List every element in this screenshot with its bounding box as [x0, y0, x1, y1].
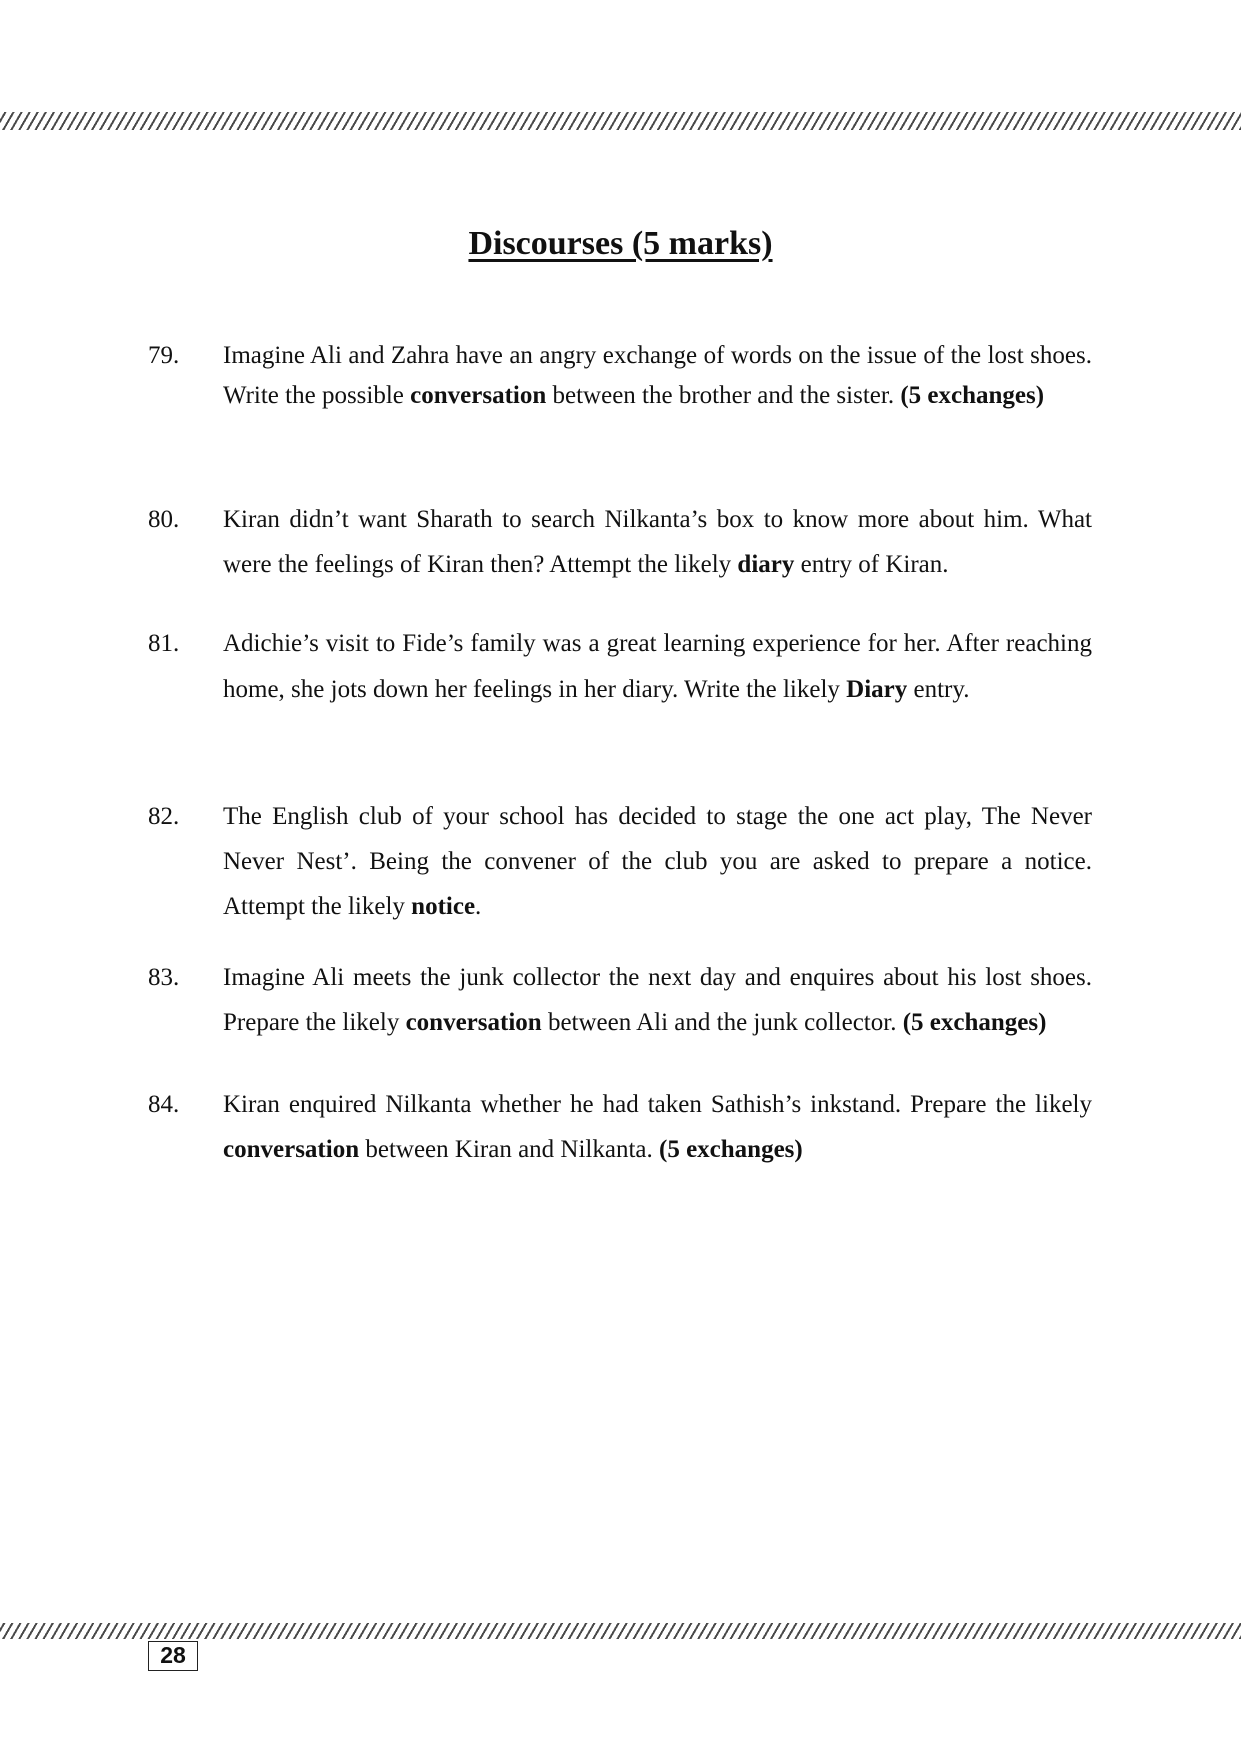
- question-number: 83.: [148, 964, 180, 991]
- question-text-part: Kiran didn’t want Sharath to search Nilkanta’s box to know more about him. What were the feelings of Kiran then? Attempt the likely: [223, 506, 1092, 578]
- question-text: [223, 794, 1092, 929]
- bottom-hatch-border: [0, 1623, 1241, 1639]
- question-text-bold: conversation: [223, 1136, 360, 1163]
- question-text: [223, 621, 1092, 713]
- question-text-bold: conversation: [410, 382, 547, 409]
- question-83: [148, 955, 1092, 1045]
- question-text-part: Imagine Ali meets the junk collector the next day and enquires about his lost shoes. Prepare the likely: [223, 964, 1092, 1036]
- page-title: [0, 222, 1241, 266]
- question-text-part: between the brother and the sister.: [546, 382, 901, 409]
- question-80: [148, 497, 1092, 587]
- question-text-part: entry.: [907, 676, 970, 703]
- question-text-bold: (5 exchanges): [902, 1009, 1047, 1036]
- question-84: [148, 1082, 1092, 1172]
- question-text: [223, 336, 1092, 416]
- question-text-bold: diary: [737, 551, 795, 578]
- question-text-bold: (5 exchanges): [900, 382, 1045, 409]
- question-text-bold: Diary: [846, 676, 908, 703]
- question-text-part: Kiran enquired Nilkanta whether he had taken Sathish’s inkstand. Prepare the likely: [223, 1091, 1092, 1118]
- question-text-part: Adichie’s visit to Fide’s family was a great learning experience for her. After reaching home, she jots down her feelings in her diary. Write the likely: [223, 630, 1092, 703]
- question-number: 84.: [148, 1091, 180, 1118]
- question-text-part: .: [475, 893, 482, 920]
- question-text-part: The English club of your school has decided to stage the one act play, The Never Never Nest’. Being the convener of the club you are asked to prepare a notice. Attempt the likely: [223, 803, 1092, 920]
- question-text-bold: notice: [411, 893, 476, 920]
- question-81: [148, 621, 1092, 713]
- question-text-part: Imagine Ali and Zahra have an angry exchange of words on the issue of the lost shoes. Write the possible: [223, 342, 1092, 409]
- question-text-part: between Kiran and Nilkanta.: [359, 1136, 659, 1163]
- question-number: 79.: [148, 342, 180, 369]
- question-text: [223, 497, 1092, 587]
- question-text-part: entry of Kiran.: [794, 551, 949, 578]
- question-text: [223, 955, 1092, 1045]
- question-number: 81.: [148, 630, 180, 657]
- question-number: 80.: [148, 506, 180, 533]
- question-number: 82.: [148, 803, 180, 830]
- question-text-bold: conversation: [405, 1009, 542, 1036]
- page-number: 28: [148, 1641, 198, 1671]
- question-text-bold: (5 exchanges): [659, 1136, 803, 1163]
- top-hatch-border: [0, 112, 1241, 130]
- question-79: [148, 336, 1092, 416]
- question-text: [223, 1082, 1092, 1172]
- question-text-part: between Ali and the junk collector.: [541, 1009, 903, 1036]
- page-title-text: Discourses (5 marks): [468, 225, 773, 262]
- question-82: [148, 794, 1092, 929]
